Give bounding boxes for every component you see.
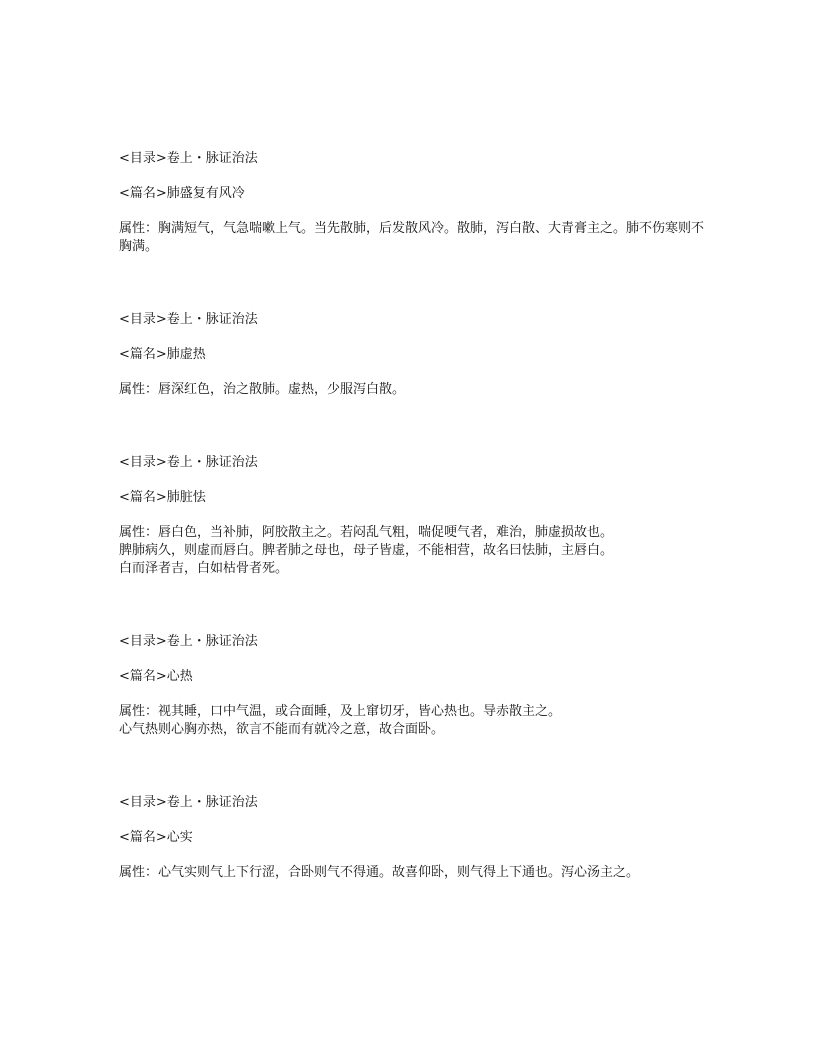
entry-body-line: 属性：心气实则气上下行涩，合卧则气不得通。故喜仰卧，则气得上下通也。泻心汤主之。 bbox=[119, 865, 640, 880]
entry-2 bbox=[119, 311, 704, 399]
entry-body-line: 脾肺病久，则虚而唇白。脾者肺之母也，母子皆虚，不能相营，故名曰怯肺，主唇白。 bbox=[119, 543, 614, 558]
catalog-heading: <目录>卷上・脉证治法 bbox=[119, 312, 258, 327]
entry-body-line: 属性：胸满短气，气急喘嗽上气。当先散肺，后发散风冷。散肺，泻白散、大青膏主之。肺不伤寒则不胸满。 bbox=[119, 221, 705, 254]
chapter-title: <篇名>心实 bbox=[119, 830, 193, 845]
document-page bbox=[119, 150, 704, 882]
entry-body-line: 白而泽者吉，白如枯骨者死。 bbox=[119, 561, 289, 576]
entry-5 bbox=[119, 794, 704, 882]
chapter-title: <篇名>心热 bbox=[119, 669, 193, 684]
chapter-title: <篇名>肺盛复有风冷 bbox=[119, 186, 245, 201]
entry-body-line: 属性：唇白色，当补肺，阿胶散主之。若闷乱气粗，喘促哽气者，难治，肺虚损故也。 bbox=[119, 525, 614, 540]
catalog-heading: <目录>卷上・脉证治法 bbox=[119, 795, 258, 810]
entry-4 bbox=[119, 633, 704, 739]
entry-body-line: 心气热则心胸亦热，欲言不能而有就冷之意，故合面卧。 bbox=[119, 722, 445, 737]
entry-3 bbox=[119, 454, 704, 578]
chapter-title: <篇名>肺虚热 bbox=[119, 347, 206, 362]
catalog-heading: <目录>卷上・脉证治法 bbox=[119, 455, 258, 470]
catalog-heading: <目录>卷上・脉证治法 bbox=[119, 634, 258, 649]
catalog-heading: <目录>卷上・脉证治法 bbox=[119, 151, 258, 166]
entry-body-line: 属性：唇深红色，治之散肺。虚热，少服泻白散。 bbox=[119, 382, 406, 397]
entry-1 bbox=[119, 150, 704, 256]
entry-body-line: 属性：视其睡，口中气温，或合面睡，及上窜切牙，皆心热也。导赤散主之。 bbox=[119, 704, 562, 719]
chapter-title: <篇名>肺脏怯 bbox=[119, 490, 206, 505]
